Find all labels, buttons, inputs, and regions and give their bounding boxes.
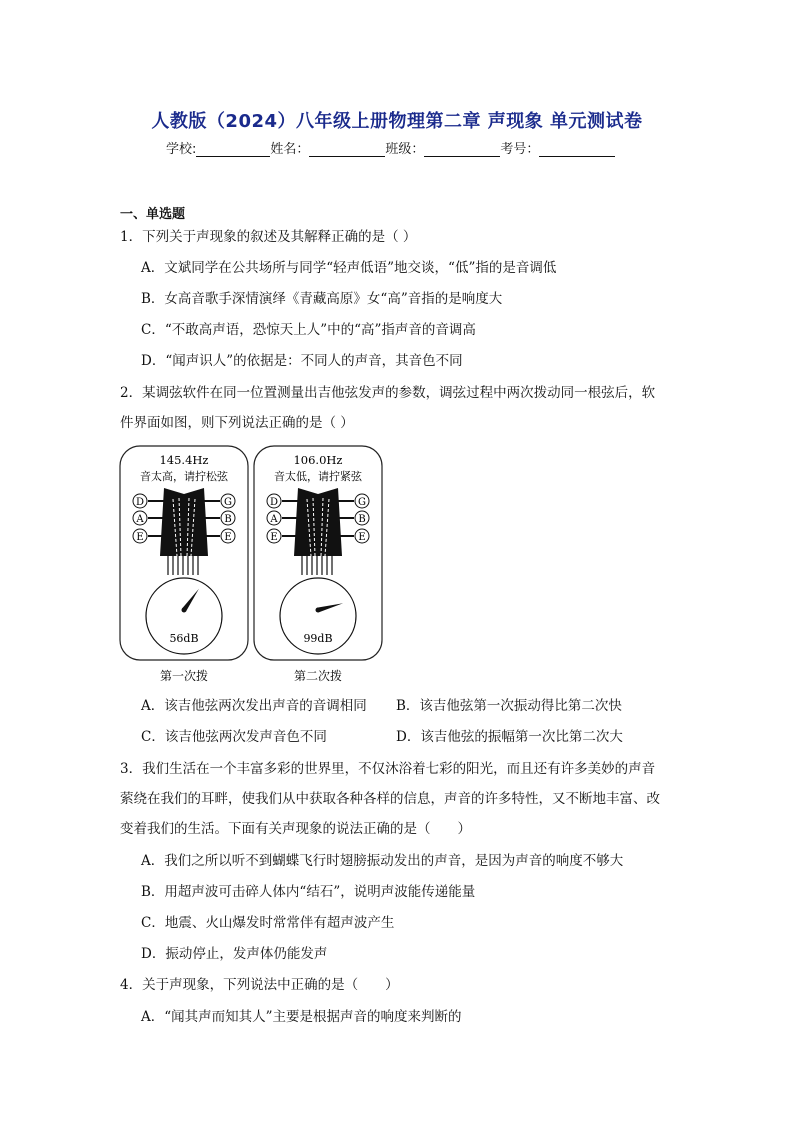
panel-1-left-pegs [133, 494, 147, 543]
question-2-stem-line-2: 件界面如图，则下列说法正确的是（ ） [120, 415, 354, 431]
q2-option-d[interactable]: D．该吉他弦的振幅第一次比第二次大 [396, 729, 623, 745]
school-blank[interactable] [196, 142, 270, 157]
panel-1-frequency: 145.4Hz [159, 453, 209, 467]
peg-e-high-label: E [358, 532, 366, 543]
peg-e-low-label: E [270, 532, 278, 543]
peg-a-label: A [136, 514, 144, 525]
tuner-panel-2 [254, 446, 382, 683]
peg-e-high-label: E [224, 532, 232, 543]
panel-2-hint: 音太低，请拧紧弦 [274, 470, 362, 483]
panel-2-frequency: 106.0Hz [293, 453, 343, 467]
id-blank[interactable] [539, 142, 615, 157]
q1-option-d[interactable]: D．“闻声识人”的依据是：不同人的声音，其音色不同 [141, 353, 463, 369]
peg-g-label: G [358, 497, 366, 508]
panel-2-db: 99dB [303, 632, 333, 645]
q3-option-c[interactable]: C．地震、火山爆发时常常伴有超声波产生 [141, 915, 395, 931]
peg-b-label: B [224, 514, 232, 525]
id-label: 考号： [500, 142, 540, 157]
question-3-stem-line-1: 3．我们生活在一个丰富多彩的世界里，不仅沐浴着七彩的阳光，而且还有许多美妙的声音 [120, 761, 656, 777]
panel-1-caption: 第一次拨 [159, 669, 209, 683]
q1-option-a[interactable]: A．文斌同学在公共场所与同学“轻声低语”地交谈，“低”指的是音调低 [141, 260, 557, 276]
peg-d-label: D [269, 497, 279, 508]
panel-2-left-pegs [267, 494, 281, 543]
q1-option-c[interactable]: C．“不敢高声语，恐惊天上人”中的“高”指声音的音调高 [141, 322, 476, 338]
panel-2-dial [280, 578, 356, 654]
question-1-stem: 1．下列关于声现象的叙述及其解释正确的是（ ） [120, 229, 417, 245]
student-info-line [166, 138, 615, 157]
q2-option-a[interactable]: A．该吉他弦两次发出声音的音调相同 [141, 698, 367, 714]
question-3-stem-line-3: 变着我们的生活。下面有关声现象的说法正确的是（ ） [120, 821, 471, 837]
panel-1-right-pegs [221, 494, 235, 543]
name-blank[interactable] [309, 142, 385, 157]
q3-option-d[interactable]: D．振动停止，发声体仍能发声 [141, 946, 328, 962]
q3-option-a[interactable]: A．我们之所以听不到蝴蝶飞行时翅膀振动发出的声音，是因为声音的响度不够大 [141, 853, 624, 869]
peg-a-label: A [270, 514, 278, 525]
section-heading: 一、单选题 [120, 207, 186, 222]
peg-d-label: D [135, 497, 145, 508]
page-title: 人教版（2024）八年级上册物理第二章 声现象 单元测试卷 [151, 111, 643, 132]
name-label: 姓名： [270, 142, 310, 157]
q4-option-a[interactable]: A．“闻其声而知其人”主要是根据声音的响度来判断的 [141, 1009, 462, 1025]
panel-1-db: 56dB [169, 632, 199, 645]
tuner-figure [118, 444, 384, 692]
peg-b-label: B [358, 514, 366, 525]
peg-e-low-label: E [136, 532, 144, 543]
q2-option-c[interactable]: C．该吉他弦两次发声音色不同 [141, 729, 327, 745]
panel-2-caption: 第二次拨 [293, 669, 343, 683]
q3-option-b[interactable]: B．用超声波可击碎人体内“结石”，说明声波能传递能量 [141, 884, 476, 900]
class-blank[interactable] [424, 142, 500, 157]
panel-1-hint: 音太高，请拧松弦 [140, 470, 228, 483]
question-4-stem: 4．关于声现象，下列说法中正确的是（ ） [120, 977, 399, 993]
q1-option-b[interactable]: B．女高音歌手深情演绎《青藏高原》女“高”音指的是响度大 [141, 291, 503, 307]
tuner-panel-1 [120, 446, 248, 683]
panel-2-right-pegs [355, 494, 369, 543]
panel-1-dial [146, 578, 222, 654]
class-label: 班级： [385, 142, 425, 157]
q2-option-b[interactable]: B．该吉他弦第一次振动得比第二次快 [396, 698, 622, 714]
school-label: 学校: [166, 142, 197, 157]
peg-g-label: G [224, 497, 232, 508]
question-2-stem-line-1: 2．某调弦软件在同一位置测量出吉他弦发声的参数，调弦过程中两次拨动同一根弦后，软 [120, 385, 656, 401]
question-3-stem-line-2: 萦绕在我们的耳畔，使我们从中获取各种各样的信息，声音的许多特性，又不断地丰富、改 [120, 791, 660, 807]
